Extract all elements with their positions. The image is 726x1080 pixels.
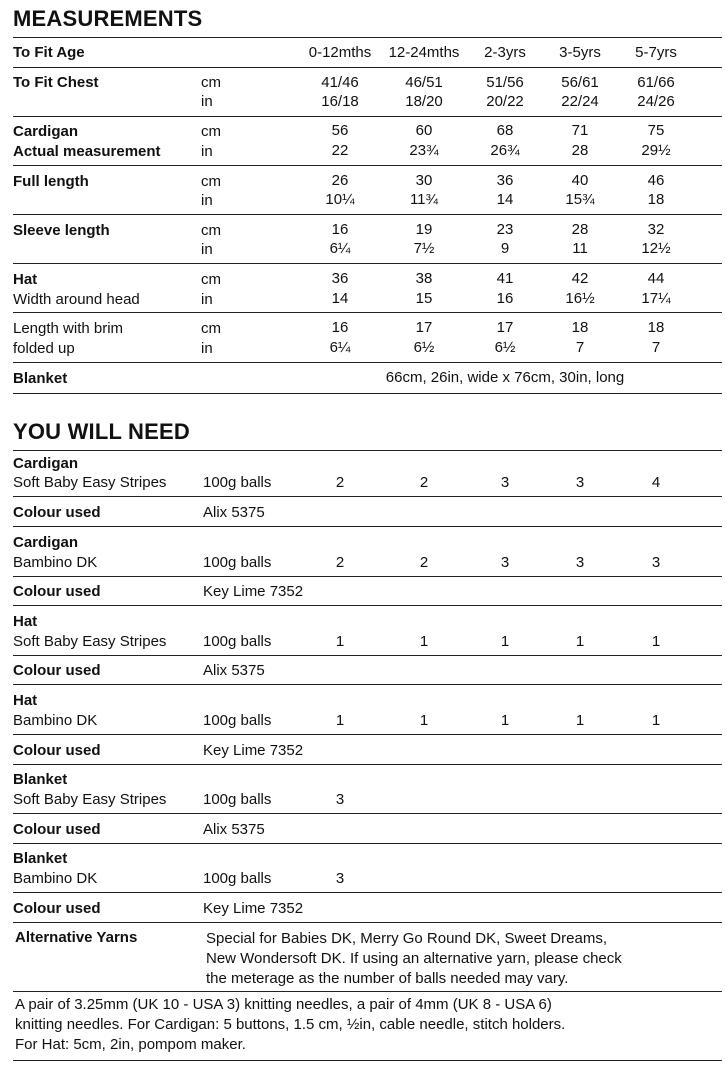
unit-in: in — [201, 340, 213, 357]
table-cell: 30 — [415, 172, 433, 189]
quantity: 3 — [651, 554, 661, 571]
table-cell: 23 — [496, 221, 514, 238]
table-cell: 18 — [647, 191, 665, 208]
divider — [13, 684, 722, 685]
quantity: 1 — [651, 633, 661, 650]
table-cell: 36 — [331, 270, 349, 287]
unit-in: in — [201, 93, 213, 110]
quantity: 3 — [335, 791, 345, 808]
colour-label: Colour used — [13, 662, 101, 679]
table-cell: 11 — [572, 240, 588, 257]
colour-label: Colour used — [13, 821, 101, 838]
colour-label: Colour used — [13, 900, 101, 917]
table-cell: 29½ — [641, 142, 671, 159]
table-cell: 17¼ — [641, 290, 671, 307]
colour-label: Colour used — [13, 504, 101, 521]
blanket-size: 66cm, 26in, wide x 76cm, 30in, long — [385, 369, 625, 386]
divider — [13, 214, 722, 215]
quantity: 1 — [335, 633, 345, 650]
table-cell: 18/20 — [405, 93, 443, 110]
table-cell: 9 — [500, 240, 510, 257]
table-cell: 17 — [415, 319, 433, 336]
row-label: Full length — [13, 173, 89, 190]
table-cell: 32 — [647, 221, 665, 238]
table-cell: 11¾ — [409, 191, 439, 208]
quantity: 3 — [575, 554, 585, 571]
divider — [13, 263, 722, 264]
yarn-name: Soft Baby Easy Stripes — [13, 791, 167, 808]
quantity: 1 — [419, 712, 429, 729]
colour-label: Colour used — [13, 742, 101, 759]
table-cell: 14 — [331, 290, 349, 307]
table-cell: 61/66 — [637, 74, 675, 91]
needles-line: knitting needles. For Cardigan: 5 buttons, 1.5 cm, ½in, cable needle, stitch holders. — [15, 1016, 566, 1033]
divider — [13, 67, 722, 68]
unit-in: in — [201, 143, 213, 160]
divider — [13, 576, 722, 577]
table-cell: 46/51 — [405, 74, 443, 91]
row-label: Width around head — [13, 291, 140, 308]
quantity: 2 — [335, 554, 345, 571]
age-header: 0-12mths — [308, 44, 372, 61]
quantity: 3 — [500, 554, 510, 571]
table-cell: 16/18 — [321, 93, 359, 110]
table-cell: 41/46 — [321, 74, 359, 91]
yarn-unit: 100g balls — [203, 791, 272, 808]
unit-cm: cm — [201, 74, 221, 91]
divider — [13, 605, 722, 606]
unit-in: in — [201, 241, 213, 258]
table-cell: 19 — [415, 221, 433, 238]
table-cell: 18 — [647, 319, 665, 336]
row-label: Blanket — [13, 370, 68, 387]
divider — [13, 362, 722, 363]
alt-yarns-text — [206, 929, 622, 989]
yarn-unit: 100g balls — [203, 554, 272, 571]
row-label: Length with brim — [13, 320, 124, 337]
divider — [13, 116, 722, 117]
quantity: 1 — [500, 633, 510, 650]
yarn-name: Bambino DK — [13, 870, 98, 887]
quantity: 2 — [335, 474, 345, 491]
table-cell: 26¾ — [490, 142, 520, 159]
table-cell: 71 — [571, 122, 589, 139]
yarn-name: Soft Baby Easy Stripes — [13, 474, 167, 491]
divider — [13, 37, 722, 38]
quantity: 1 — [575, 633, 585, 650]
divider — [13, 764, 722, 765]
table-cell: 16½ — [565, 290, 595, 307]
divider — [13, 526, 722, 527]
colour-value: Key Lime 7352 — [203, 900, 304, 917]
yarn-name: Bambino DK — [13, 712, 98, 729]
you-will-need-heading: YOU WILL NEED — [13, 419, 190, 444]
colour-value: Alix 5375 — [203, 662, 265, 679]
divider — [13, 922, 722, 923]
table-cell: 38 — [415, 270, 433, 287]
table-cell: 51/56 — [486, 74, 524, 91]
table-cell: 6½ — [494, 339, 516, 356]
needles-line: A pair of 3.25mm (UK 10 - USA 3) knitting needles, a pair of 4mm (UK 8 - USA 6) — [15, 996, 552, 1013]
divider — [13, 892, 722, 893]
divider — [13, 843, 722, 844]
table-cell: 26 — [331, 172, 349, 189]
table-cell: 10¼ — [325, 191, 355, 208]
group-title: Cardigan — [13, 534, 79, 551]
quantity: 1 — [651, 712, 661, 729]
divider — [13, 450, 722, 451]
row-label: To Fit Chest — [13, 74, 99, 91]
age-header: 12-24mths — [388, 44, 460, 61]
needles-text — [15, 995, 565, 1055]
colour-value: Alix 5375 — [203, 821, 265, 838]
colour-label: Colour used — [13, 583, 101, 600]
table-cell: 56 — [331, 122, 349, 139]
table-cell: 22 — [331, 142, 349, 159]
table-cell: 20/22 — [486, 93, 524, 110]
table-cell: 28 — [571, 221, 589, 238]
divider — [13, 991, 722, 992]
table-cell: 75 — [647, 122, 665, 139]
unit-in: in — [201, 291, 213, 308]
divider — [13, 655, 722, 656]
table-cell: 36 — [496, 172, 514, 189]
quantity: 3 — [335, 870, 345, 887]
unit-cm: cm — [201, 123, 221, 140]
unit-cm: cm — [201, 271, 221, 288]
divider — [13, 1060, 722, 1061]
age-header: 3-5yrs — [559, 44, 601, 61]
quantity: 1 — [575, 712, 585, 729]
table-cell: 46 — [647, 172, 665, 189]
age-label: To Fit Age — [13, 44, 85, 61]
quantity: 3 — [575, 474, 585, 491]
group-title: Cardigan — [13, 455, 79, 472]
quantity: 1 — [419, 633, 429, 650]
yarn-unit: 100g balls — [203, 474, 272, 491]
row-label: Actual measurement — [13, 143, 161, 160]
table-cell: 40 — [571, 172, 589, 189]
table-cell: 16 — [331, 319, 349, 336]
table-cell: 23¾ — [409, 142, 439, 159]
table-cell: 6¼ — [329, 339, 351, 356]
table-cell: 6½ — [413, 339, 435, 356]
alt-yarns-line: New Wondersoft DK. If using an alternative yarn, please check — [206, 950, 622, 967]
alt-yarns-line: the meterage as the number of balls needed may vary. — [206, 970, 569, 987]
quantity: 2 — [419, 554, 429, 571]
table-cell: 42 — [571, 270, 589, 287]
group-title: Hat — [13, 613, 38, 630]
table-cell: 56/61 — [561, 74, 599, 91]
table-cell: 16 — [496, 290, 514, 307]
divider — [13, 165, 722, 166]
colour-value: Key Lime 7352 — [203, 583, 304, 600]
table-cell: 15¾ — [565, 191, 595, 208]
table-cell: 7 — [651, 339, 661, 356]
row-label: Sleeve length — [13, 222, 110, 239]
unit-in: in — [201, 192, 213, 209]
table-cell: 15 — [415, 290, 433, 307]
colour-value: Key Lime 7352 — [203, 742, 304, 759]
table-cell: 28 — [571, 142, 589, 159]
alt-yarns-line: Special for Babies DK, Merry Go Round DK, Sweet Dreams, — [206, 930, 607, 947]
quantity: 1 — [500, 712, 510, 729]
table-cell: 18 — [571, 319, 589, 336]
divider — [13, 813, 722, 814]
table-cell: 68 — [496, 122, 514, 139]
yarn-unit: 100g balls — [203, 633, 272, 650]
table-cell: 22/24 — [561, 93, 599, 110]
yarn-name: Soft Baby Easy Stripes — [13, 633, 167, 650]
needles-line: For Hat: 5cm, 2in, pompom maker. — [15, 1036, 246, 1053]
age-header: 2-3yrs — [484, 44, 526, 61]
table-cell: 60 — [415, 122, 433, 139]
divider — [13, 496, 722, 497]
divider — [13, 312, 722, 313]
quantity: 4 — [651, 474, 661, 491]
quantity: 2 — [419, 474, 429, 491]
table-cell: 16 — [331, 221, 349, 238]
age-header: 5-7yrs — [635, 44, 677, 61]
unit-cm: cm — [201, 173, 221, 190]
colour-value: Alix 5375 — [203, 504, 265, 521]
quantity: 3 — [500, 474, 510, 491]
quantity: 1 — [335, 712, 345, 729]
alt-yarns-label: Alternative Yarns — [15, 929, 138, 946]
table-cell: 24/26 — [637, 93, 675, 110]
divider — [13, 393, 722, 394]
row-label: folded up — [13, 340, 75, 357]
group-title: Blanket — [13, 771, 68, 788]
yarn-unit: 100g balls — [203, 870, 272, 887]
table-cell: 6¼ — [329, 240, 351, 257]
measurements-heading: MEASUREMENTS — [13, 6, 203, 31]
group-title: Hat — [13, 692, 38, 709]
table-cell: 44 — [647, 270, 665, 287]
unit-cm: cm — [201, 320, 221, 337]
divider — [13, 734, 722, 735]
group-title: Blanket — [13, 850, 68, 867]
table-cell: 17 — [496, 319, 514, 336]
table-cell: 7 — [575, 339, 585, 356]
table-cell: 7½ — [413, 240, 435, 257]
yarn-name: Bambino DK — [13, 554, 98, 571]
unit-cm: cm — [201, 222, 221, 239]
table-cell: 12½ — [641, 240, 671, 257]
table-cell: 41 — [496, 270, 514, 287]
row-label: Hat — [13, 271, 38, 288]
yarn-unit: 100g balls — [203, 712, 272, 729]
row-label: Cardigan — [13, 123, 79, 140]
table-cell: 14 — [496, 191, 514, 208]
